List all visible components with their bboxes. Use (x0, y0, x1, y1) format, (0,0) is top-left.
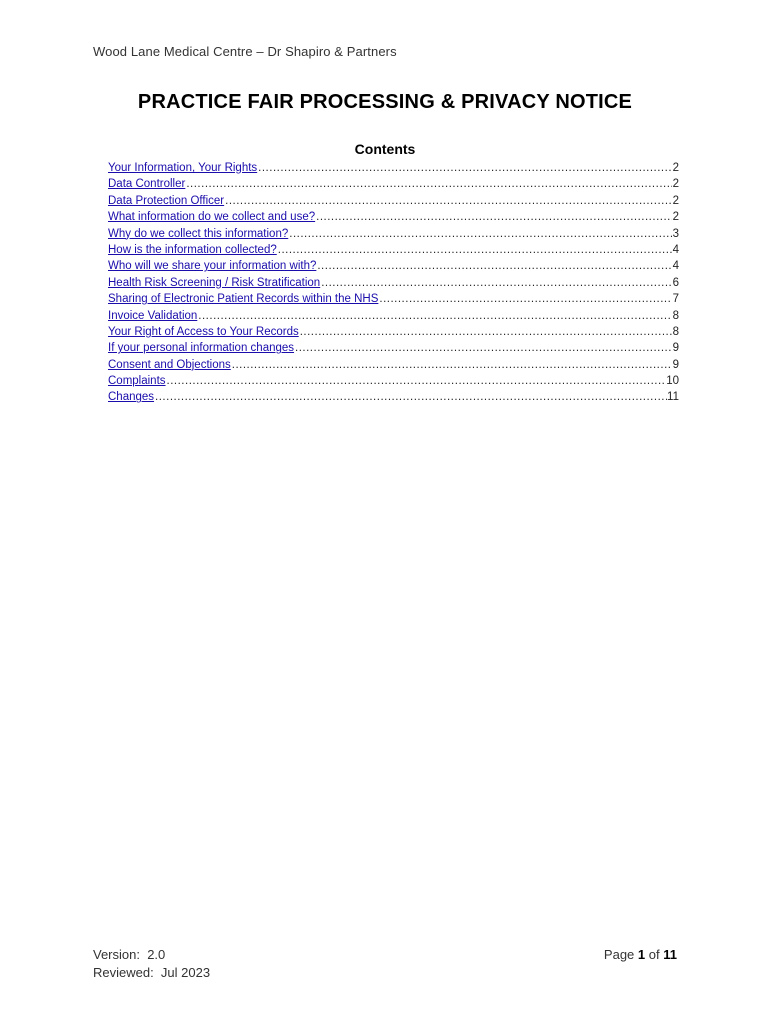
toc-entry (108, 160, 679, 176)
toc-entry (108, 340, 679, 356)
toc-link-why-collect[interactable]: Why do we collect this information? (108, 227, 289, 240)
toc-link-information-changes[interactable]: If your personal information changes (108, 342, 295, 355)
toc-page-number: 2 (672, 162, 679, 174)
toc-link-consent-objections[interactable]: Consent and Objections (108, 358, 231, 371)
toc-leader (317, 258, 671, 274)
toc-entry (108, 258, 679, 274)
toc-leader (225, 193, 671, 209)
toc-leader (300, 324, 672, 340)
toc-page-number: 4 (672, 260, 679, 273)
toc-link-your-information-your-rights[interactable]: Your Information, Your Rights (108, 162, 258, 174)
toc-link-complaints[interactable]: Complaints (108, 375, 166, 388)
page-word: Page (603, 947, 635, 962)
toc-link-sharing-electronic-records[interactable]: Sharing of Electronic Patient Records within the NHS (108, 293, 379, 306)
toc-leader (167, 373, 667, 389)
toc-entry (108, 389, 679, 405)
document-title: PRACTICE FAIR PROCESSING & PRIVACY NOTICE (137, 91, 633, 113)
toc-page-number: 2 (672, 211, 679, 224)
toc-page-number: 9 (672, 342, 679, 355)
toc-page-number: 6 (672, 276, 679, 289)
page-number-footer (604, 946, 677, 964)
toc-page-number: 7 (672, 293, 679, 306)
current-page-number: 1 (637, 947, 646, 962)
toc-page-number: 2 (672, 194, 679, 207)
toc-leader (321, 275, 671, 291)
toc-entry (108, 242, 679, 258)
toc-page-number: 8 (672, 309, 679, 322)
version-text: Version: 2.0 (93, 947, 166, 962)
footer-version-info (93, 946, 210, 982)
toc-leader (295, 340, 672, 356)
page-header: Wood Lane Medical Centre – Dr Shapiro & Partners (93, 44, 397, 59)
toc-link-how-collected[interactable]: How is the information collected? (108, 243, 277, 256)
toc-leader (198, 308, 671, 324)
toc-entry (108, 357, 679, 373)
toc-entry (108, 324, 679, 340)
toc-page-number: 8 (672, 325, 679, 338)
toc-entry (108, 226, 679, 242)
toc-heading: Contents (354, 141, 416, 157)
toc-entry (108, 209, 679, 225)
toc-link-what-information[interactable]: What information do we collect and use? (108, 211, 316, 224)
reviewed-text: Reviewed: Jul 2023 (93, 965, 211, 980)
toc-page-number: 10 (666, 375, 679, 388)
toc-leader (289, 226, 671, 242)
toc-page-number: 11 (667, 391, 679, 404)
toc-leader (278, 242, 672, 258)
toc-leader (379, 291, 671, 307)
toc-link-health-risk-screening[interactable]: Health Risk Screening / Risk Stratification (108, 276, 321, 289)
toc-leader (186, 176, 671, 192)
toc-link-who-share[interactable]: Who will we share your information with? (108, 260, 317, 273)
toc-page-number: 3 (672, 227, 679, 240)
toc-leader (316, 209, 671, 225)
toc-entry (108, 176, 679, 192)
toc-entry (108, 373, 679, 389)
table-of-contents (108, 160, 679, 406)
toc-page-number: 2 (672, 178, 679, 191)
toc-entry (108, 275, 679, 291)
toc-link-changes[interactable]: Changes (108, 391, 155, 404)
toc-entry (108, 308, 679, 324)
toc-link-data-protection-officer[interactable]: Data Protection Officer (108, 194, 225, 207)
toc-link-data-controller[interactable]: Data Controller (108, 178, 186, 191)
toc-link-invoice-validation[interactable]: Invoice Validation (108, 309, 198, 322)
toc-entry (108, 291, 679, 307)
page-of-word: of (648, 947, 660, 962)
toc-entry (108, 193, 679, 209)
toc-link-right-of-access[interactable]: Your Right of Access to Your Records (108, 325, 299, 338)
toc-leader (258, 160, 671, 176)
toc-page-number: 4 (672, 243, 679, 256)
toc-leader (155, 389, 667, 405)
total-page-count: 11 (663, 947, 677, 962)
toc-leader (232, 357, 672, 373)
toc-page-number: 9 (672, 358, 679, 371)
